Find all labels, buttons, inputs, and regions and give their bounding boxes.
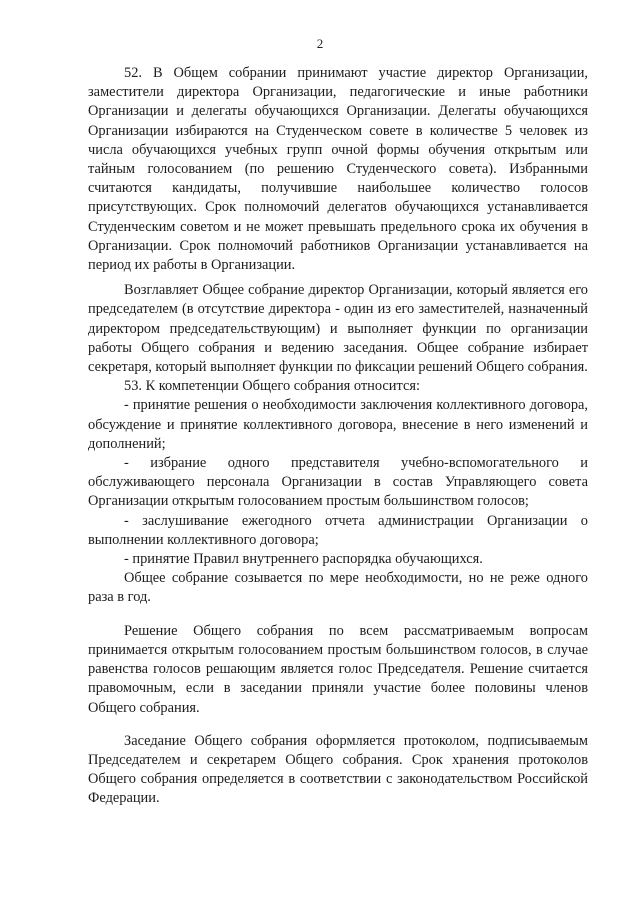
- list-item-representative-election: - избрание одного представителя учебно-вспомогательного и обслуживающего персонала Организации в состав Управляющего совета Организации открытым голосованием простым большинством голосов;: [88, 455, 588, 510]
- list-item-collective-agreement: - принятие решения о необходимости заключения коллективного договора, обсуждение и принятие коллективного договора, внесение в него изменений и дополнений;: [88, 397, 588, 452]
- paragraph-convening: Общее собрание созывается по мере необходимости, но не реже одного раза в год.: [88, 570, 588, 606]
- document-body: [88, 64, 588, 809]
- paragraph-decision: Решение Общего собрания по всем рассматриваемым вопросам принимается открытым голосованием простым большинством голосов, в случае равенства голосов решающим является голос Председателя. Решение считается правомочным, если в заседании приняли участие более половины членов Общего собрания.: [88, 622, 588, 716]
- page-number: 2: [316, 36, 324, 51]
- paragraph-protocol: Заседание Общего собрания оформляется протоколом, подписываемым Председателем и секретарем Общего собрания. Срок хранения протоколов Общего собрания определяется в соответствии с законодательством Российской Федерации.: [88, 732, 588, 807]
- list-item-annual-report: - заслушивание ежегодного отчета администрации Организации о выполнении коллективного договора;: [88, 512, 588, 548]
- list-item-internal-rules: - принятие Правил внутреннего распорядка обучающихся.: [124, 551, 483, 568]
- paragraph-52: 52. В Общем собрании принимают участие директор Организации, заместители директора Организации, педагогические и иные работники Организации и делегаты обучающихся Организации. Делегаты обучающихся Организации избираются на Студенческом совете в количестве 5 человек из числа обучающихся учебных групп очной формы обучения открытым или тайным голосованием (по решению Студенческого совета). Избранными считаются кандидаты, получившие наибольшее количество голосов присутствующих. Срок полномочий делегатов обучающихся устанавливается Студенческим советом и не может превышать предельного срока их обучения в Организации. Срок полномочий работников Организации устанавливается на период их работы в Организации.: [88, 65, 588, 274]
- paragraph-chairman: Возглавляет Общее собрание директор Организации, который является его председателем (в отсутствие директора - один из его заместителей, назначенный директором председательствующим) и выполняет функции по организации работы Общего собрания и ведению заседания. Общее собрание избирает секретаря, который выполняет функции по фиксации решений Общего собрания.: [88, 282, 588, 376]
- paragraph-53-heading: 53. К компетенции Общего собрания относится:: [124, 378, 420, 395]
